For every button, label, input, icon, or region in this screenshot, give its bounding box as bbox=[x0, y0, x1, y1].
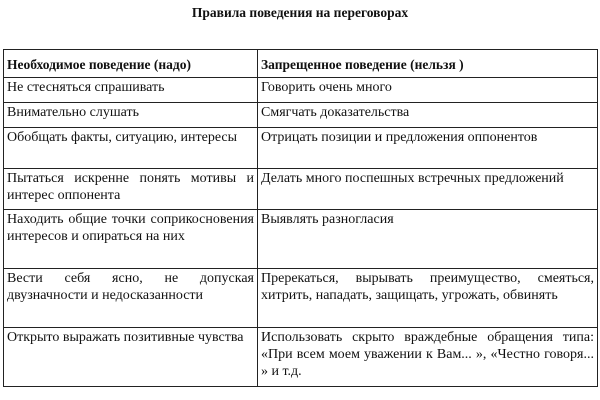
allowed-cell: Находить общие точки соприкосновения интересов и опираться на них bbox=[4, 210, 258, 269]
table-row bbox=[4, 128, 598, 169]
table-header-row bbox=[4, 50, 598, 78]
table-row bbox=[4, 169, 598, 210]
allowed-cell: Открыто выражать позитивные чувства bbox=[4, 328, 258, 387]
forbidden-cell: Делать много поспешных встречных предложений bbox=[258, 169, 598, 210]
allowed-cell: Вести себя ясно, не допуская двузначности и недосказанности bbox=[4, 269, 258, 328]
header-forbidden-behavior: Запрещенное поведение (нельзя ) bbox=[258, 50, 598, 78]
allowed-cell: Внимательно слушать bbox=[4, 103, 258, 128]
table-row bbox=[4, 78, 598, 103]
forbidden-cell: Говорить очень много bbox=[258, 78, 598, 103]
forbidden-cell: Использовать скрыто враждебные обращения типа: «При всем моем уважении к Вам... », «Честно говоря... » и т.д. bbox=[258, 328, 598, 387]
allowed-cell: Пытаться искренне понять мотивы и интерес оппонента bbox=[4, 169, 258, 210]
document-title: Правила поведения на переговорах bbox=[191, 5, 409, 20]
forbidden-cell: Отрицать позиции и предложения оппонентов bbox=[258, 128, 598, 169]
behavior-rules-table bbox=[3, 49, 598, 387]
allowed-cell: Не стесняться спрашивать bbox=[4, 78, 258, 103]
header-allowed-behavior: Необходимое поведение (надо) bbox=[4, 50, 258, 78]
table-row bbox=[4, 103, 598, 128]
allowed-cell: Обобщать факты, ситуацию, интересы bbox=[4, 128, 258, 169]
table-row bbox=[4, 210, 598, 269]
forbidden-cell: Пререкаться, вырывать преимущество, смеяться, хитрить, нападать, защищать, угрожать, обвинять bbox=[258, 269, 598, 328]
table-row bbox=[4, 269, 598, 328]
forbidden-cell: Смягчать доказательства bbox=[258, 103, 598, 128]
table-row bbox=[4, 328, 598, 387]
forbidden-cell: Выявлять разногласия bbox=[258, 210, 598, 269]
